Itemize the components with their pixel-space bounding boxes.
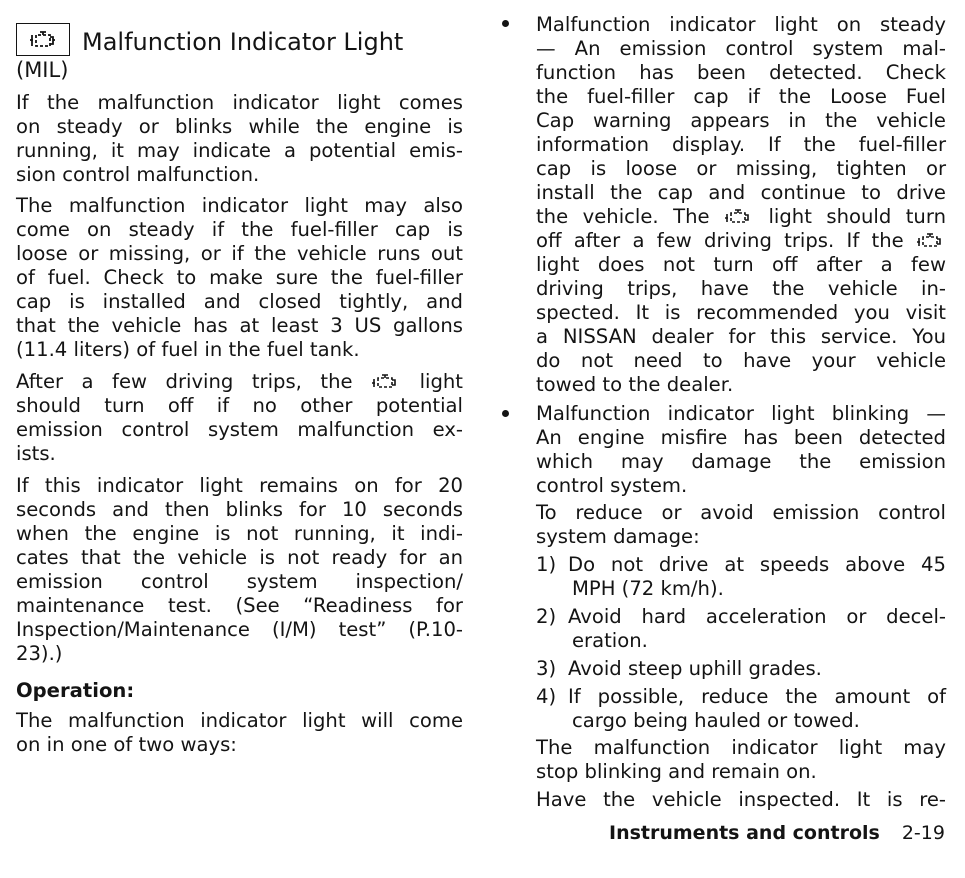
check-engine-icon xyxy=(16,23,70,56)
step-number: 2) xyxy=(536,605,557,628)
step-number: 1) xyxy=(536,553,557,576)
list-item-steady: Malfunction indicator light on steady — An emission control system mal- function has been detected. Check the fuel-filler cap if the Loose Fuel Cap warning appears in the vehicle information display. If the fuel-filler cap is loose or missing, tighten or install the cap and continue to drive the vehicle. The light should turn off after a few driving trips. If the light does not turn off after a few driving trips, have the vehicle in- spected. It is recommended you visit a NISSAN dealer for this service. You do not need to have your vehicle towed to the dealer. xyxy=(536,13,946,396)
paragraph-reduce: To reduce or avoid emission control system damage: xyxy=(536,501,946,548)
step-number: 3) xyxy=(536,657,557,680)
step-item: Avoid steep uphill grades. xyxy=(568,657,822,680)
bullet xyxy=(502,20,509,27)
paragraph-stop-blinking: The malfunction indicator light may stop blinking and remain on. xyxy=(536,736,946,783)
step-number: 4) xyxy=(536,685,557,708)
heading-abbreviation: (MIL) xyxy=(16,58,69,82)
list-item-blinking: Malfunction indicator light blinking — An engine misfire has been detected which may damage the emission control system. xyxy=(536,402,946,497)
step-item: Do not drive at speeds above 45 MPH (72 km/h). xyxy=(568,553,946,600)
paragraph-mil-intro: If the malfunction indicator light comes on steady or blinks while the engine is running, it may indicate a potential emis- sion control malfunction. xyxy=(16,91,463,186)
paragraph-driving-trips: After a few driving trips, the light should turn off if no other potential emission control system malfunction ex- ists. xyxy=(16,370,463,465)
paragraph-inspect: Have the vehicle inspected. It is re- xyxy=(536,788,946,811)
bullet xyxy=(502,410,509,417)
step-item: Avoid hard acceleration or decel- eration. xyxy=(568,605,946,652)
operation-heading: Operation: xyxy=(16,679,135,702)
step-item: If possible, reduce the amount of cargo being hauled or towed. xyxy=(568,685,946,732)
page-footer xyxy=(609,820,945,846)
footer-section-title: Instruments and controls xyxy=(609,822,880,844)
page-number: 2-19 xyxy=(901,822,945,844)
paragraph-fuel-cap: The malfunction indicator light may also come on steady if the fuel-filler cap is loose or missing, or if the vehicle runs out of fuel. Check to make sure the fuel-filler cap is installed and closed tightly, and that the vehicle has at least 3 US gallons (11.4 liters) of fuel in the fuel tank. xyxy=(16,194,463,361)
paragraph-operation: The malfunction indicator light will come on in one of two ways: xyxy=(16,709,463,756)
page-title: Malfunction Indicator Light xyxy=(82,28,404,56)
paragraph-readiness: If this indicator light remains on for 20 seconds and then blinks for 10 seconds when the engine is not running, it indi- cates that the vehicle is not ready for an emission control system inspection/ maintenance test. (See “Readiness for Inspection/Maintenance (I/M) test” (P.10- 23).) xyxy=(16,474,463,665)
